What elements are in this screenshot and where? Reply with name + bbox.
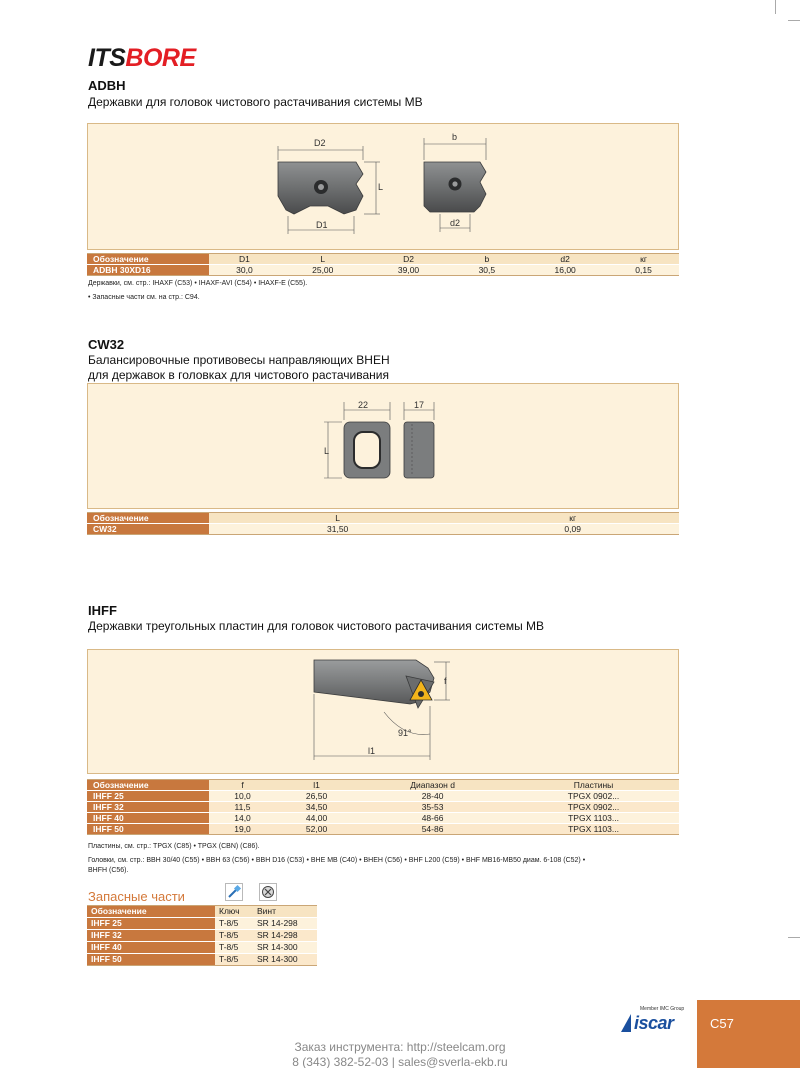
cell: 0,15 xyxy=(608,265,679,276)
footer-contact-line: 8 (343) 382-52-03 | sales@sverla-ekb.ru xyxy=(292,1055,508,1068)
section-description-cw32-line1: Балансировочные противовесы направляющих BHEH xyxy=(88,353,390,367)
cell: IHFF 50 xyxy=(87,954,215,966)
dim-f-label: f xyxy=(444,676,447,686)
note-ihff-heads-cont: BHFH (C56). xyxy=(88,867,129,874)
cell: TPGX 1103... xyxy=(508,813,679,824)
note-adbh-holders: Державки, см. стр.: IHAXF (C53) • IHAXF-AVI (C54) • IHAXF-E (C55). xyxy=(88,280,308,287)
cell: 14,0 xyxy=(209,813,276,824)
cw32-drawing xyxy=(88,384,680,510)
adbh-drawing xyxy=(88,124,680,251)
dim-d2-label: d2 xyxy=(450,218,461,228)
col-inserts: Пластины xyxy=(508,780,679,791)
col-designation: Обозначение xyxy=(87,780,209,791)
cell: TPGX 0902... xyxy=(508,802,679,813)
table-header-row xyxy=(87,254,679,265)
cell: 25,00 xyxy=(280,265,366,276)
cell: 10,0 xyxy=(209,791,276,802)
dim-d2-label: D2 xyxy=(314,138,326,148)
table-row xyxy=(87,802,679,813)
section-code-ihff: IHFF xyxy=(88,603,117,618)
col-key: Ключ xyxy=(215,906,253,918)
cell: TPGX 1103... xyxy=(508,824,679,835)
footer-order-line: Заказ инструмента: http://steelcam.org xyxy=(294,1040,506,1054)
screw-icon xyxy=(259,883,277,901)
cell: 39,00 xyxy=(366,265,452,276)
cell: IHFF 40 xyxy=(87,813,209,824)
cw32-front-view xyxy=(324,400,390,478)
cell: SR 14-298 xyxy=(253,930,317,942)
col-weight: кг xyxy=(466,513,679,524)
key-icon xyxy=(225,883,243,901)
cell: T-8/5 xyxy=(215,930,253,942)
col-range: Диапазон d xyxy=(357,780,508,791)
col-designation: Обозначение xyxy=(87,513,209,524)
cell: 0,09 xyxy=(466,524,679,535)
table-header-row xyxy=(87,906,317,918)
adbh-front-view xyxy=(278,138,383,234)
cell: ADBH 30XD16 xyxy=(87,265,209,276)
col-f: f xyxy=(209,780,276,791)
section-description-adbh: Державки для головок чистового растачивания системы МВ xyxy=(88,95,423,109)
section-code-adbh: ADBH xyxy=(88,78,126,93)
spec-table-adbh xyxy=(87,253,679,276)
cell: 30,5 xyxy=(451,265,522,276)
dim-width-label: 22 xyxy=(358,400,369,410)
cell: IHFF 25 xyxy=(87,791,209,802)
cell: T-8/5 xyxy=(215,954,253,966)
col-d1: D1 xyxy=(209,254,280,265)
cell: 54-86 xyxy=(357,824,508,835)
col-l1: l1 xyxy=(276,780,357,791)
spares-table xyxy=(87,905,317,966)
cell: 52,00 xyxy=(276,824,357,835)
cell: 11,5 xyxy=(209,802,276,813)
cell: T-8/5 xyxy=(215,942,253,954)
page-number: C57 xyxy=(710,1016,734,1031)
cell: IHFF 32 xyxy=(87,930,215,942)
cell: 44,00 xyxy=(276,813,357,824)
section-description-ihff: Державки треугольных пластин для головок чистового растачивания системы МВ xyxy=(88,619,545,633)
col-l: L xyxy=(280,254,366,265)
cell: 48-66 xyxy=(357,813,508,824)
itsbore-logo: ITSBORE xyxy=(88,44,196,72)
crop-mark xyxy=(788,937,800,938)
table-row xyxy=(87,824,679,835)
cell: SR 14-298 xyxy=(253,918,317,930)
cell: CW32 xyxy=(87,524,209,535)
cell: TPGX 0902... xyxy=(508,791,679,802)
adbh-side-view xyxy=(424,132,486,232)
cw32-side-view xyxy=(404,400,434,478)
cell: 30,0 xyxy=(209,265,280,276)
cell: 34,50 xyxy=(276,802,357,813)
iscar-wave-icon xyxy=(620,1012,632,1034)
table-row xyxy=(87,791,679,802)
table-row xyxy=(87,930,317,942)
cell: 31,50 xyxy=(209,524,466,535)
table-row xyxy=(87,918,317,930)
col-screw: Винт xyxy=(253,906,317,918)
ihff-drawing xyxy=(88,650,680,775)
cell: IHFF 25 xyxy=(87,918,215,930)
dim-l-label: L xyxy=(378,182,384,192)
cell: 28-40 xyxy=(357,791,508,802)
note-adbh-spares: • Запасные части см. на стр.: C94. xyxy=(88,294,200,301)
section-code-cw32: CW32 xyxy=(88,337,125,352)
table-row xyxy=(87,265,679,276)
ihff-holder-view xyxy=(314,660,450,760)
dim-l1-label: l1 xyxy=(368,746,376,756)
table-header-row xyxy=(87,780,679,791)
drawing-panel-cw32 xyxy=(87,383,679,509)
drawing-panel-ihff xyxy=(87,649,679,774)
col-d2: D2 xyxy=(366,254,452,265)
iscar-wordmark: iscar xyxy=(634,1013,674,1033)
cell: 35-53 xyxy=(357,802,508,813)
col-weight: кг xyxy=(608,254,679,265)
cell: 16,00 xyxy=(522,265,608,276)
cell: T-8/5 xyxy=(215,918,253,930)
spares-title: Запасные части xyxy=(88,889,185,904)
spec-table-cw32 xyxy=(87,512,679,535)
col-b: b xyxy=(451,254,522,265)
drawing-panel-adbh xyxy=(87,123,679,250)
iscar-logo xyxy=(620,1006,686,1036)
crop-mark xyxy=(788,20,800,21)
crop-mark xyxy=(775,0,776,14)
col-designation: Обозначение xyxy=(87,254,209,265)
dim-b-label: b xyxy=(452,132,458,142)
dim-thickness-label: 17 xyxy=(414,400,425,410)
dim-d1-label: D1 xyxy=(316,220,328,230)
cell: IHFF 32 xyxy=(87,802,209,813)
cell: SR 14-300 xyxy=(253,954,317,966)
spec-table-ihff xyxy=(87,779,679,835)
note-ihff-heads: Головки, см. стр.: BBH 30/40 (C55) • BBH 63 (C56) • BBH D16 (C53) • BHE MB (C40) • BHEH (C56) • BHF L200 (C59) • BHF MB16-MB50 диам. 6-108 (C52) • xyxy=(88,857,586,864)
col-designation: Обозначение xyxy=(87,906,215,918)
section-description-cw32-line2: для державок в головках для чистового растачивания xyxy=(88,368,390,382)
table-header-row xyxy=(87,513,679,524)
table-row xyxy=(87,524,679,535)
cell: IHFF 40 xyxy=(87,942,215,954)
table-row xyxy=(87,954,317,966)
col-d2-small: d2 xyxy=(522,254,608,265)
table-row xyxy=(87,813,679,824)
cell: 26,50 xyxy=(276,791,357,802)
col-l: L xyxy=(209,513,466,524)
iscar-member-text: Member IMC Group xyxy=(640,1006,685,1012)
cell: IHFF 50 xyxy=(87,824,209,835)
dim-l-label: L xyxy=(324,446,330,456)
dim-angle-label: 91° xyxy=(398,728,412,738)
note-ihff-inserts: Пластины, см. стр.: TPGX (C85) • TPGX (CBN) (C86). xyxy=(88,843,260,850)
table-row xyxy=(87,942,317,954)
cell: 19,0 xyxy=(209,824,276,835)
cell: SR 14-300 xyxy=(253,942,317,954)
